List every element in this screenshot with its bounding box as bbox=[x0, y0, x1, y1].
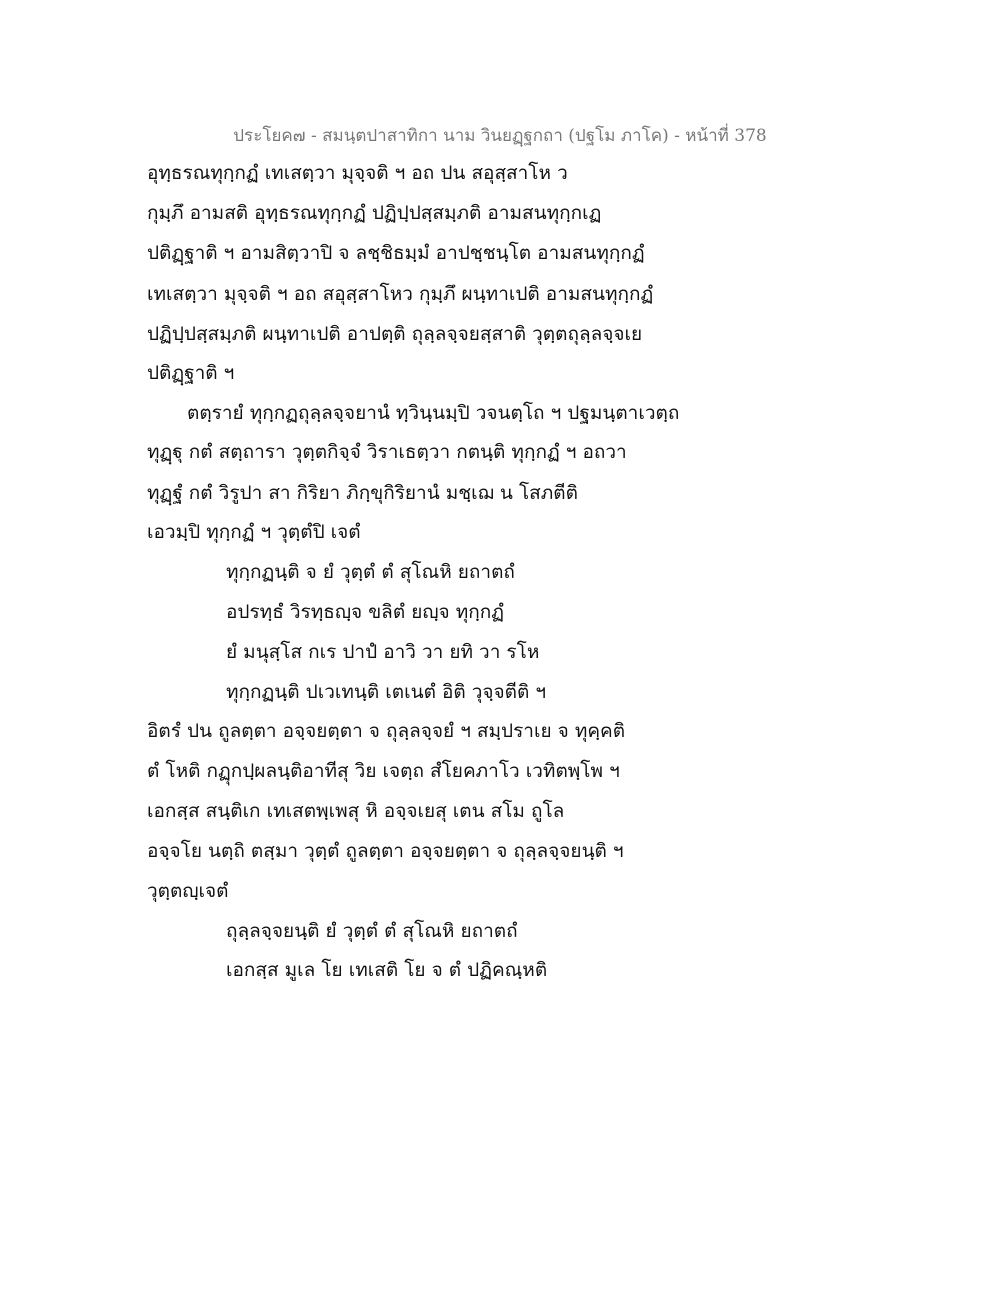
verse-line: เอกสฺส มูเล โย เทเสติ โย จ ตํ ปฏิคณฺหติ bbox=[226, 959, 548, 981]
paragraph-first-line: ตตฺรายํ ทุกฺกฏถุลฺลจฺจยานํ ทฺวินฺนมฺปิ วจนตฺโถ ฯ ปฐมนฺตาเวตฺถ bbox=[187, 402, 680, 424]
text-line: วุตฺตญฺเจตํ bbox=[147, 880, 229, 902]
text-line: ตํ โหติ กฏุกปฺผลนฺติอาทีสุ วิย เจตฺถ สํโยคภาโว เวทิตพฺโพ ฯ bbox=[147, 760, 620, 782]
text-line: เทเสตฺวา มุจฺจติ ฯ อถ สอุสฺสาโหว กุมฺภึ ผนฺทาเปติ อามสนทุกฺกฏํ bbox=[147, 283, 654, 305]
text-line: เอกสฺส สนฺติเก เทเสตพฺเพสุ หิ อจฺจเยสุ เตน สโม ถูโล bbox=[147, 800, 565, 822]
text-line: อิตรํ ปน ถูลตฺตา อจฺจยตฺตา จ ถุลฺลจฺจยํ ฯ สมฺปราเย จ ทุคฺคติ bbox=[147, 720, 626, 742]
text-line: กุมฺภึ อามสติ อุทฺธรณทุกฺกฏํ ปฏิปฺปสฺสมฺภติ อามสนทุกฺกเฏ bbox=[147, 202, 602, 224]
text-line: ปติฏฺฐาติ ฯ อามสิตฺวาปิ จ ลชฺชิธมฺมํ อาปชฺชนฺโต อามสนทุกฺกฏํ bbox=[147, 242, 645, 264]
verse-line: ทุกฺกฏนฺติ จ ยํ วุตฺตํ ตํ สุโณหิ ยถาตถํ bbox=[226, 561, 515, 583]
page-header: ประโยค๗ - สมนฺตปาสาทิกา นาม วินยฏฺฐกถา (ปฐโม ภาโค) - หน้าที่ 378 bbox=[233, 126, 767, 146]
text-line: อุทฺธรณทุกฺกฏํ เทเสตฺวา มุจฺจติ ฯ อถ ปน สอุสฺสาโห ว bbox=[147, 162, 568, 184]
text-line: เอวมฺปิ ทุกฺกฏํ ฯ วุตฺตํปิ เจตํ bbox=[147, 521, 361, 543]
verse-line: อปรทฺธํ วิรทฺธญฺจ ขลิตํ ยญฺจ ทุกฺกฏํ bbox=[226, 601, 504, 623]
verse-line: ทุกฺกฏนฺติ ปเวเทนฺติ เตเนตํ อิติ วุจฺจตีติ ฯ bbox=[226, 681, 547, 703]
text-line: ปติฏฺฐาติ ฯ bbox=[147, 362, 235, 384]
text-line: ทุฏฺฐํ กตํ วิรูปา สา กิริยา ภิกฺขุกิริยานํ มชฺเฌ น โสภตีติ bbox=[147, 482, 578, 504]
verse-line: ถุลฺลจฺจยนฺติ ยํ วุตฺตํ ตํ สุโณหิ ยถาตถํ bbox=[226, 920, 518, 942]
text-line: อจฺจโย นตฺถิ ตสฺมา วุตฺตํ ถูลตฺตา อจฺจยตฺตา จ ถุลฺลจฺจยนฺติ ฯ bbox=[147, 840, 624, 862]
verse-line: ยํ มนุสฺโส กเร ปาปํ อาวิ วา ยทิ วา รโห bbox=[226, 641, 540, 663]
text-line: ปฏิปฺปสฺสมฺภติ ผนฺทาเปติ อาปตฺติ ถุลฺลจฺจยสฺสาติ วุตฺตถุลฺลจฺจเย bbox=[147, 323, 643, 345]
text-line: ทุฏฺฐุ กตํ สตฺถารา วุตฺตกิจฺจํ วิราเธตฺวา กตนฺติ ทุกฺกฏํ ฯ อถวา bbox=[147, 441, 627, 463]
